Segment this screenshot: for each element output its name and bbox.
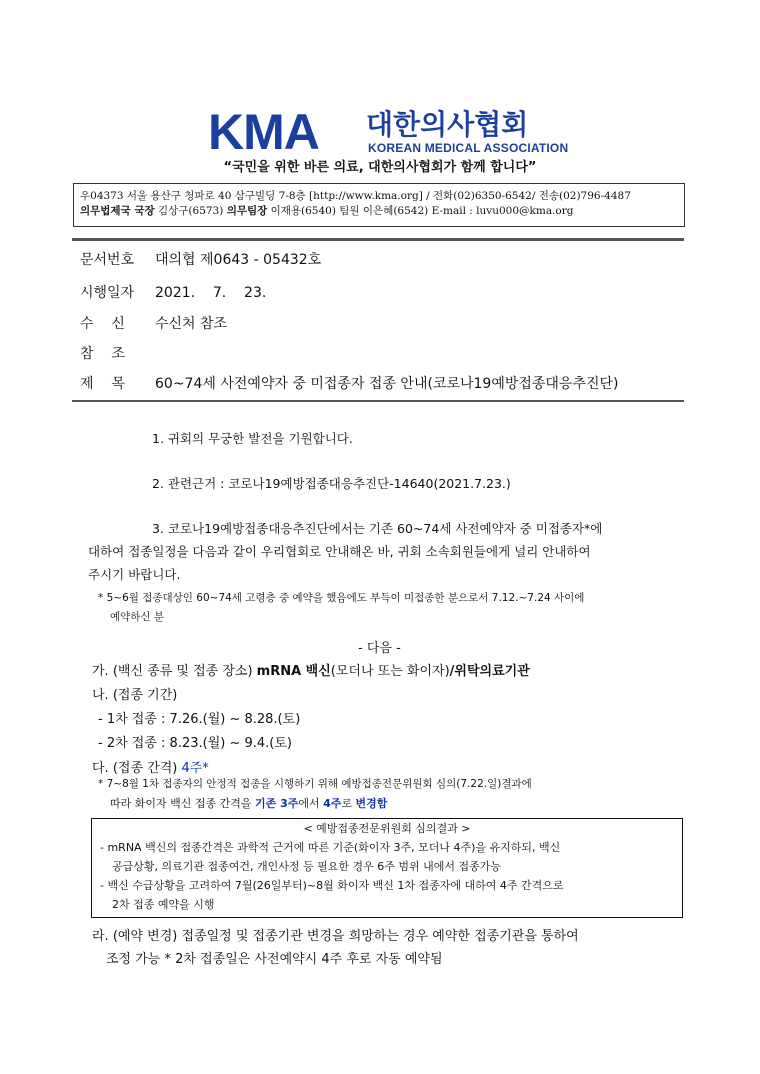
address-line: 우04373 서울 용산구 청파로 40 삼구빌딩 7-8층 [http://www.kma.org] / 전화(02)6350-6542/ 전송(02)796-4487 <box>80 190 631 202</box>
committee-line-4: 2차 접종 예약을 시행 <box>112 898 215 911</box>
item-ga-site: /위탁의료기관 <box>449 664 530 679</box>
paragraph-2: 2. 관련근거 : 코로나19예방접종대응추진단-14640(2021.7.23.) <box>152 476 511 491</box>
logo-kma-text: KMA <box>208 104 319 160</box>
date-value: 2021. 7. 23. <box>155 285 267 301</box>
footnote-2-text-a: 따라 화이자 백신 접종 간격을 <box>110 797 255 810</box>
slogan: “국민을 위한 바른 의료, 대한의사협회가 함께 합니다” <box>223 160 537 175</box>
item-ra-line-2: 조정 가능 * 2차 접종일은 사전예약시 4주 후로 자동 예약됨 <box>106 952 443 967</box>
recipient-row <box>80 314 227 334</box>
footnote-2-text-c: 에서 <box>298 797 324 810</box>
item-ga-prefix: 가. (백신 종류 및 접종 장소) <box>92 664 257 679</box>
item-ra-line-1: 라. (예약 변경) 접종일정 및 접종기관 변경을 희망하는 경우 예약한 접종기관을 통하여 <box>92 929 579 944</box>
footnote-2-old-interval: 기존 3주 <box>255 797 299 810</box>
next-heading: - 다음 - <box>358 641 401 656</box>
item-da-prefix: 다. (접종 간격) <box>92 761 182 776</box>
footnote-2-text-e: 로 <box>341 797 356 810</box>
doc-number-row <box>80 250 321 270</box>
contact-line <box>80 204 678 219</box>
dose-2-period: - 2차 접종 : 8.23.(월) ~ 9.4.(토) <box>98 736 292 751</box>
item-ga <box>92 661 530 682</box>
committee-line-1: - mRNA 백신의 접종간격은 과학적 근거에 따른 기준(화이자 3주, 모더나 4주)을 유지하되, 백신 <box>100 841 561 854</box>
reference-row <box>80 344 155 364</box>
contact-rest: 이재용(6540) 팀원 이은혜(6542) E-mail : luvu000@kma.org <box>267 205 574 217</box>
header-top-rule <box>72 238 684 241</box>
header-bottom-rule <box>72 400 684 402</box>
footnote-2-line-1: * 7~8월 1차 접종자의 안정적 접종을 시행하기 위해 예방접종전문위원회 심의(7.22.일)결과에 <box>98 778 532 790</box>
committee-result-box <box>91 818 683 918</box>
item-na: 나. (접종 기간) <box>92 688 178 703</box>
paragraph-3-line-3: 주시기 바랍니다. <box>88 567 181 582</box>
kma-logo <box>0 104 760 160</box>
recipient-label: 수 신 <box>80 316 125 332</box>
paragraph-1: 1. 귀회의 무궁한 발전을 기원합니다. <box>152 431 353 446</box>
date-row <box>80 283 266 303</box>
footnote-2-line-2 <box>110 795 387 812</box>
doc-number-label: 문서번호 <box>80 252 135 268</box>
contact-label-2: 의무팀장 <box>226 205 268 217</box>
committee-line-3: - 백신 수급상황을 고려하여 7월(26일부터)~8월 화이자 백신 1차 접종자에 대하여 4주 간격으로 <box>100 879 564 892</box>
org-name-ko: 대한의사협회 <box>366 108 529 141</box>
contact-name-1: 김상구(6573) <box>154 205 227 217</box>
paragraph-3-line-2: 대하여 접종일정을 다음과 같이 우리협회로 안내해온 바, 귀회 소속회원들에게 널리 안내하여 <box>88 544 591 559</box>
item-ga-vaccine: mRNA 백신 <box>256 664 331 679</box>
date-label: 시행일자 <box>80 285 135 301</box>
doc-number: 대의협 제0643 - 05432호 <box>155 252 322 268</box>
subject-label: 제 목 <box>80 376 125 392</box>
committee-box-title: < 예방접종전문위원회 심의결과 > <box>303 822 471 835</box>
footnote-2-new-interval: 4주 <box>323 797 342 810</box>
dose-1-period: - 1차 접종 : 7.26.(월) ~ 8.28.(토) <box>98 712 301 727</box>
footnote-2-changed: 변경함 <box>355 797 388 810</box>
contact-label-1: 의무법제국 국장 <box>80 205 155 217</box>
subject-value: 60~74세 사전예약자 중 미접종자 접종 안내(코로나19예방접종대응추진단) <box>155 376 619 392</box>
org-name-en: KOREAN MEDICAL ASSOCIATION <box>368 141 569 155</box>
footnote-1-line-1: * 5~6월 접종대상인 60~74세 고령층 중 예약을 했음에도 부득이 미접종한 분으로서 7.12.~7.24 사이에 <box>98 592 585 604</box>
footnote-1-line-2: 예약하신 분 <box>110 611 165 623</box>
item-da-value: 4주* <box>181 761 209 776</box>
recipient-value: 수신처 참조 <box>155 316 228 332</box>
paragraph-3-line-1: 3. 코로나19예방접종대응추진단에서는 기존 60~74세 사전예약자 중 미접종자*에 <box>152 521 603 536</box>
committee-line-2: 공급상황, 의료기관 접종여건, 개인사정 등 필요한 경우 6주 범위 내에서 접종가능 <box>112 860 501 873</box>
item-ga-brands: (모더나 또는 화이자) <box>330 664 450 679</box>
address-box <box>73 183 685 227</box>
reference-label: 참 조 <box>80 346 125 362</box>
subject-row <box>80 374 619 394</box>
